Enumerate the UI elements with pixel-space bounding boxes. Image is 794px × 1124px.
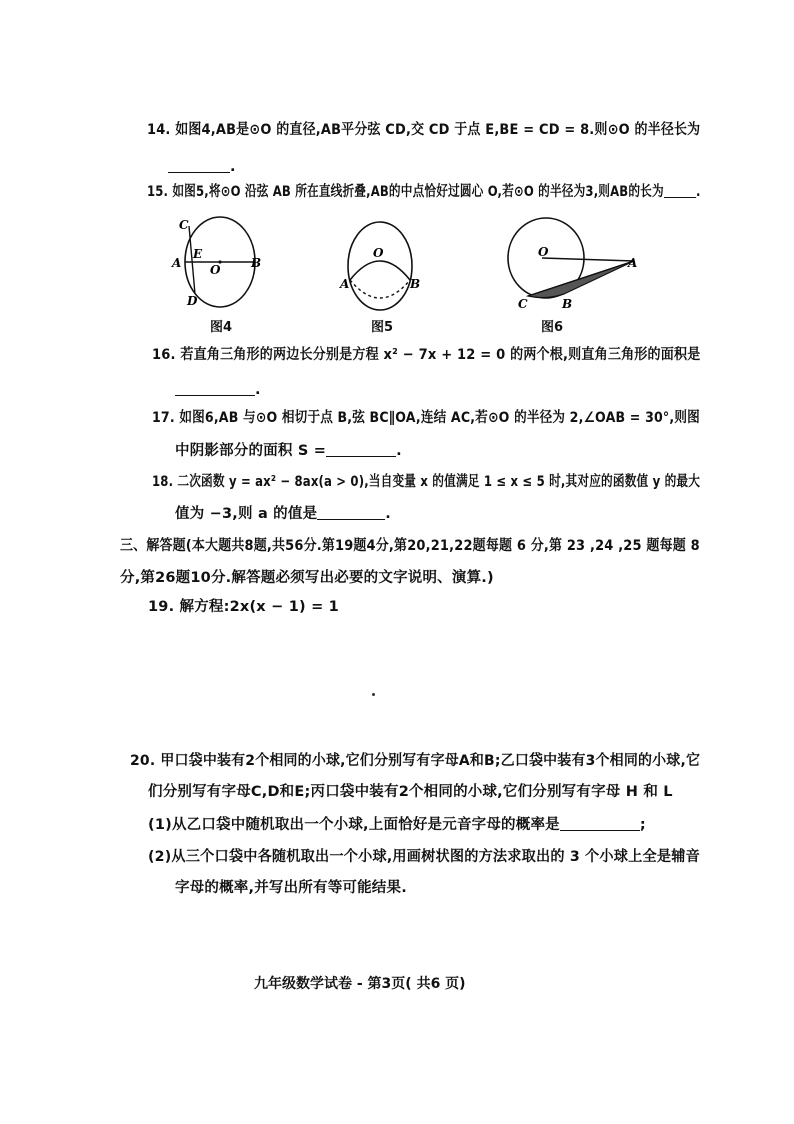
- q15-answer-blank[interactable]: [664, 183, 696, 198]
- q20-text: 20. 甲口袋中装有2个相同的小球,它们分别写有字母A和B;乙口袋中装有3个相同的小球,它: [130, 753, 701, 769]
- q16-period: .: [255, 382, 261, 398]
- q14-answer-blank[interactable]: [168, 158, 230, 173]
- q20-part2-line1: [148, 848, 700, 866]
- fig5-dashed-arc: [350, 280, 410, 298]
- q16-line2: [175, 381, 261, 399]
- q19-line: [148, 598, 339, 616]
- q17-period: .: [396, 443, 402, 459]
- q18-period: .: [385, 506, 391, 522]
- fig4-label-b: B: [251, 256, 262, 270]
- fig4-label-c: C: [179, 218, 189, 232]
- figure-4: [165, 212, 280, 317]
- q20-text-cont: 们分别写有字母C,D和E;丙口袋中装有2个相同的小球,它们分别写有字母 H 和 L: [148, 784, 673, 800]
- fig4-label-d: D: [187, 294, 198, 308]
- section3-text-cont: 分,第26题10分.解答题必须写出必要的文字说明、演算.): [120, 570, 494, 586]
- q18-line2: [175, 505, 391, 523]
- q16-line1: [152, 346, 700, 364]
- fig4-caption: 图4: [210, 320, 233, 335]
- q14-period: .: [230, 159, 236, 175]
- q20-part2-text-cont: 字母的概率,并写出所有等可能结果.: [175, 880, 407, 896]
- fig4-label-o: O: [210, 263, 221, 277]
- fig4-label-a: A: [172, 256, 182, 270]
- q14-line2: [168, 158, 236, 176]
- q16-answer-blank[interactable]: [175, 381, 255, 396]
- fig6-label-o: O: [538, 245, 549, 259]
- q18-answer-blank[interactable]: [317, 505, 385, 520]
- q17-text-cont: 中阴影部分的面积 S =: [175, 443, 327, 459]
- stray-mark: [372, 693, 375, 696]
- section3-heading-line1: [120, 537, 700, 555]
- fig5-label-b: B: [410, 277, 421, 291]
- q18-text: 18. 二次函数 y = ax² − 8ax(a > 0),当自变量 x 的值满足 1 ≤ x ≤ 5 时,其对应的函数值 y 的最大: [152, 474, 701, 490]
- section3-text: 三、解答题(本大题共8题,共56分.第19题4分,第20,21,22题每题 6 分,第 23 ,24 ,25 题每题 8: [120, 538, 700, 554]
- fig6-label-a: A: [628, 256, 638, 270]
- q20-part2-text: (2)从三个口袋中各随机取出一个小球,用画树状图的方法求取出的 3 个小球上全是辅音: [148, 849, 700, 865]
- q15-period: .: [695, 184, 701, 200]
- fig4-label-e: E: [193, 247, 203, 261]
- q20-part1: [148, 816, 646, 834]
- fig6-label-c: C: [518, 297, 528, 311]
- q20-part2-line2: [175, 879, 407, 897]
- q18-line1: [152, 473, 700, 491]
- q20-part1-text: (1)从乙口袋中随机取出一个小球,上面恰好是元音字母的概率是: [148, 817, 560, 833]
- fig5-folded-arc: [350, 261, 410, 280]
- q17-text: 17. 如图6,AB 与⊙O 相切于点 B,弦 BC∥OA,连结 AC,若⊙O 的半径为 2,∠OAB = 30°,则图: [152, 410, 700, 426]
- q14-line1: [147, 121, 700, 139]
- q16-text: 16. 若直角三角形的两边长分别是方程 x² − 7x + 12 = 0 的两个根,则直角三角形的面积是: [152, 347, 701, 363]
- fig5-caption: 图5: [371, 320, 394, 335]
- fig5-circle: [348, 222, 412, 310]
- fig5-label-a: A: [340, 277, 350, 291]
- q17-line1: [152, 409, 700, 427]
- figure-6: [500, 210, 650, 315]
- q14-text: 14. 如图4,AB是⊙O 的直径,AB平分弦 CD,交 CD 于点 E,BE = CD = 8.则⊙O 的半径长为: [147, 122, 701, 138]
- q20-part1-answer-blank[interactable]: [560, 816, 640, 831]
- fig6-caption: 图6: [541, 320, 564, 335]
- figure-5: [335, 208, 430, 313]
- q17-answer-blank[interactable]: [326, 442, 396, 457]
- q18-text-cont: 值为 −3,则 a 的值是: [175, 506, 318, 522]
- q20-part1-semicolon: ;: [639, 817, 646, 833]
- q19-text: 19. 解方程:2x(x − 1) = 1: [148, 599, 339, 615]
- page-footer: 九年级数学试卷 - 第3页( 共6 页): [254, 976, 466, 992]
- q20-line2: [148, 783, 673, 801]
- section3-heading-line2: [120, 569, 494, 587]
- q15-text: 15. 如图5,将⊙O 沿弦 AB 所在直线折叠,AB的中点恰好过圆心 O,若⊙O 的半径为3,则AB的长为: [147, 184, 664, 200]
- q20-line1: [130, 752, 700, 770]
- fig6-line-oa: [542, 258, 634, 261]
- q17-line2: [175, 442, 402, 460]
- q15-line: [147, 183, 701, 201]
- fig5-label-o: O: [373, 246, 384, 260]
- fig6-line-ac: [528, 261, 634, 296]
- fig6-label-b: B: [562, 297, 573, 311]
